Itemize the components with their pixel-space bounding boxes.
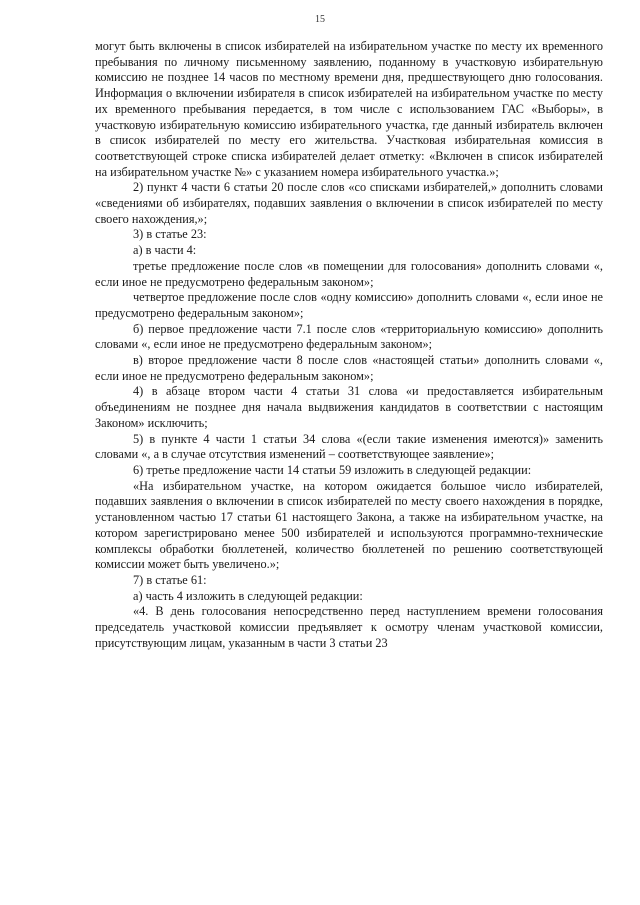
paragraph-2: 3) в статье 23: xyxy=(133,227,207,242)
paragraph-8: 4) в абзаце втором части 4 статьи 31 слова «и предоставляется избирательным объединениям не позднее дня начала выдвижения кандидатов в соответствии с настоящим Законом» исключить; xyxy=(95,384,603,430)
paragraph-10: 6) третье предложение части 14 статьи 59 изложить в следующей редакции: xyxy=(133,462,532,477)
document-body xyxy=(95,39,603,651)
paragraph-14: «4. В день голосования непосредственно перед наступлением времени голосования председатель участковой комиссии предъявляет к осмотру членам участковой комиссии, присутствующим лицам, указанным в части 3 статьи 23 xyxy=(95,604,603,650)
paragraph-9: 5) в пункте 4 части 1 статьи 34 слова «(если такие изменения имеются)» заменить словами «, а в случае отсутствия изменений – соответствующее заявление»; xyxy=(95,431,603,462)
paragraph-12: 7) в статье 61: xyxy=(133,572,207,587)
paragraph-0: могут быть включены в список избирателей на избирательном участке по месту их временного пребывания по личному письменному заявлению, поданному в участковую избирательную комиссию не позднее 14 часов по местному времени дня, предшествующего дню голосования. Информация о включении избирателя в список избирателей на избирательном участке по месту их временного пребывания передается, в том числе с использованием ГАС «Выборы», в участковую избирательную комиссию избирательного участка, где данный избиратель включен в список избирателей по месту его жительства. Участковая избирательная комиссия в соответствующей строке списка избирателей делает отметку: «Включен в список избирателей на избирательном участке №» с указанием номера избирательного участка.»; xyxy=(95,39,603,179)
paragraph-11: «На избирательном участке, на котором ожидается большое число избирателей, подавших заявления о включении в список избирателей по месту своего нахождения в порядке, установленном частью 17 статьи 61 настоящего Закона, а также на избирательном участке, на котором зарегистрировано менее 500 избирателей и используются программно-технические комплексы обработки бюллетеней, количество бюллетеней по решению соответствующей комиссии может быть увеличено.»; xyxy=(95,478,603,572)
paragraph-5: четвертое предложение после слов «одну комиссию» дополнить словами «, если иное не предусмотрено федеральным законом»; xyxy=(95,290,603,320)
paragraph-1: 2) пункт 4 части 6 статьи 20 после слов «со списками избирателей,» дополнить словами «сведениями об избирателях, подавших заявления о включении в список избирателей по месту своего нахождения,»; xyxy=(95,180,603,226)
paragraph-7: в) второе предложение части 8 после слов «настоящей статьи» дополнить словами «, если иное не предусмотрено федеральным законом»; xyxy=(95,353,603,383)
paragraph-4: третье предложение после слов «в помещении для голосования» дополнить словами «, если иное не предусмотрено федеральным законом»; xyxy=(95,258,603,289)
paragraph-13: а) часть 4 изложить в следующей редакции: xyxy=(133,588,363,603)
paragraph-6: б) первое предложение части 7.1 после слов «территориальную комиссию» дополнить словами «, если иное не предусмотрено федеральным законом»; xyxy=(95,321,603,352)
paragraph-3: а) в части 4: xyxy=(133,243,197,258)
page-number: 15 xyxy=(315,14,325,25)
